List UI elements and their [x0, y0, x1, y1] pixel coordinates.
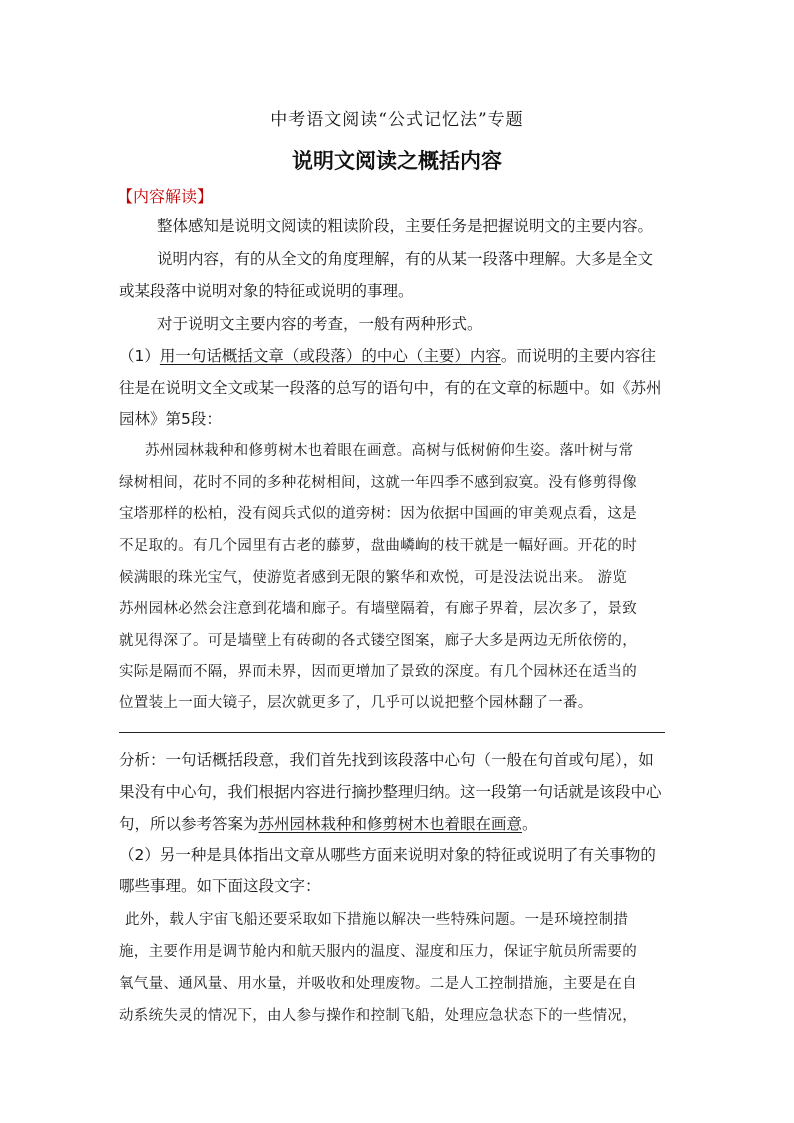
form-1-line-1	[119, 344, 656, 366]
quote-2-line-2: 施，主要作用是调节舱内和航天服内的温度、湿度和压力，保证宇航员所需要的	[119, 944, 637, 960]
quote-1-line-4: 不足取的。有几个园里有古老的藤萝，盘曲嶙峋的枝干就是一幅好画。开花的时	[119, 538, 637, 554]
analysis-line-3-suffix: 。	[522, 815, 538, 833]
quote-1-line-8: 实际是隔而不隔，界而未界，因而更增加了景致的深度。有几个园林还在适当的	[119, 664, 637, 680]
horizontal-rule	[119, 732, 665, 733]
section-label: 【内容解读】	[117, 187, 214, 206]
quote-1-line-1: 苏州园林栽种和修剪树木也着眼在画意。高树与低树俯仰生姿。落叶树与常	[145, 443, 634, 459]
quote-2-line-1: 此外，载人宇宙飞船还要采取如下措施以解决一些特殊问题。一是环境控制措	[125, 912, 629, 928]
form-2-line-1: （2）另一种是具体指出文章从哪些方面来说明对象的特征或说明了有关事物的	[119, 846, 656, 864]
form-1-key-phrase: 用一句话概括文章（或段落）的中心（主要）内容	[159, 347, 501, 365]
intro-paragraph-2-line-1: 说明内容，有的从全文的角度理解，有的从某一段落中理解。大多是全文	[157, 250, 654, 268]
analysis-line-3-prefix: 句，所以参考答案为	[119, 815, 259, 833]
form-1-number: （1）	[119, 347, 160, 365]
intro-paragraph-2-line-2: 或某段落中说明对象的特征或说明的事理。	[119, 282, 414, 300]
form-1-line-2: 往是在说明文全文或某一段落的总写的语句中，有的在文章的标题中。如《苏州	[119, 379, 662, 397]
document-title: 说明文阅读之概括内容	[292, 149, 502, 173]
analysis-line-1: 分析：一句话概括段意，我们首先找到该段落中心句（一般在句首或句尾），如	[119, 751, 654, 769]
reference-answer: 苏州园林栽种和修剪树木也着眼在画意	[258, 815, 523, 833]
analysis-line-2: 果没有中心句，我们根据内容进行摘抄整理归纳。这一段第一句话就是该段中心	[119, 783, 662, 801]
quote-2-line-3: 氧气量、通风量、用水量，并吸收和处理废物。二是人工控制措施，主要是在自	[119, 976, 637, 992]
form-1-line-1-rest: 。而说明的主要内容往	[500, 347, 656, 365]
quote-2-line-4: 动系统失灵的情况下，由人参与操作和控制飞船，处理应急状态下的一些情况，	[119, 1008, 637, 1024]
intro-paragraph-1: 整体感知是说明文阅读的粗读阶段，主要任务是把握说明文的主要内容。	[157, 217, 654, 235]
quote-1-line-7: 就见得深了。可是墙壁上有砖砌的各式镂空图案，廊子大多是两边无所依傍的，	[119, 633, 637, 649]
quote-1-line-6: 苏州园林必然会注意到花墙和廊子。有墙壁隔着，有廊子界着，层次多了，景致	[119, 601, 637, 617]
quote-1-line-5: 候满眼的珠光宝气，使游览者感到无限的繁华和欢悦，可是没法说出来。 游览	[119, 570, 628, 586]
quote-1-line-3: 宝塔那样的松柏，没有阅兵式似的道旁树：因为依据中国画的审美观点看，这是	[119, 506, 637, 522]
analysis-line-3	[119, 812, 538, 834]
quote-1-line-2: 绿树相间，花时不同的多种花树相间，这就一年四季不感到寂寞。没有修剪得像	[119, 475, 637, 491]
intro-paragraph-3: 对于说明文主要内容的考查，一般有两种形式。	[157, 315, 483, 333]
form-2-line-2: 哪些事理。如下面这段文字：	[119, 877, 321, 895]
series-title: 中考语文阅读“公式记忆法”专题	[270, 110, 524, 130]
form-1-line-3: 园林》第5段：	[119, 410, 222, 428]
quote-1-line-9: 位置装上一面大镜子，层次就更多了，几乎可以说把整个园林翻了一番。	[119, 695, 593, 711]
